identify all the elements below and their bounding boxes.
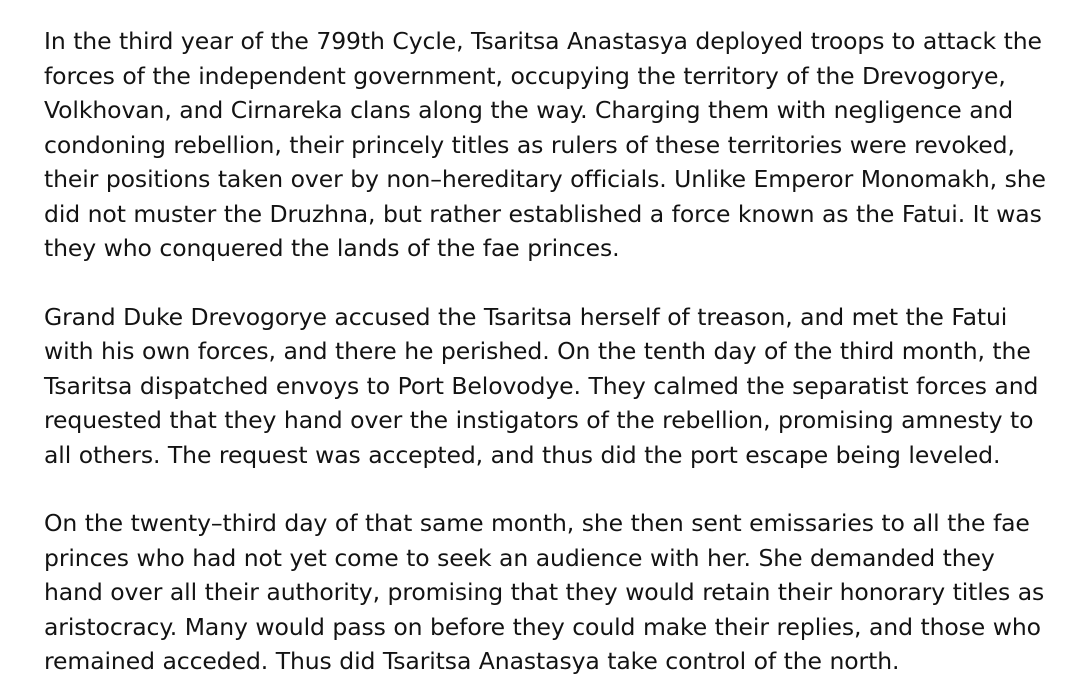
paragraph-1: In the third year of the 799th Cycle, Tsaritsa Anastasya deployed troops to attack the forces of the independent government, occupying the territory of the Drevogorye, Volkhovan, and Cirnareka clans along the way. Charging them with negligence and condoning rebellion, their princely titles as rulers of these territories were revoked, their positions taken over by non–hereditary officials. Unlike Emperor Monomakh, she did not muster the Druzhna, but rather established a force known as the Fatui. It was they who conquered the lands of the fae princes. [44, 27, 1046, 262]
paragraph-3: On the twenty–third day of that same month, she then sent emissaries to all the fae princes who had not yet come to seek an audience with her. She demanded they hand over all their authority, promising that they would retain their honorary titles as aristocracy. Many would pass on before they could make their replies, and those who remained acceded. Thus did Tsaritsa Anastasya take control of the north. [44, 509, 1045, 675]
paragraph-2: Grand Duke Drevogorye accused the Tsaritsa herself of treason, and met the Fatui with his own forces, and there he perished. On the tenth day of the third month, the Tsaritsa dispatched envoys to Port Belovodye. They calmed the separatist forces and requested that they hand over the instigators of the rebellion, promising amnesty to all others. The request was accepted, and thus did the port escape being leveled. [44, 302, 1039, 469]
